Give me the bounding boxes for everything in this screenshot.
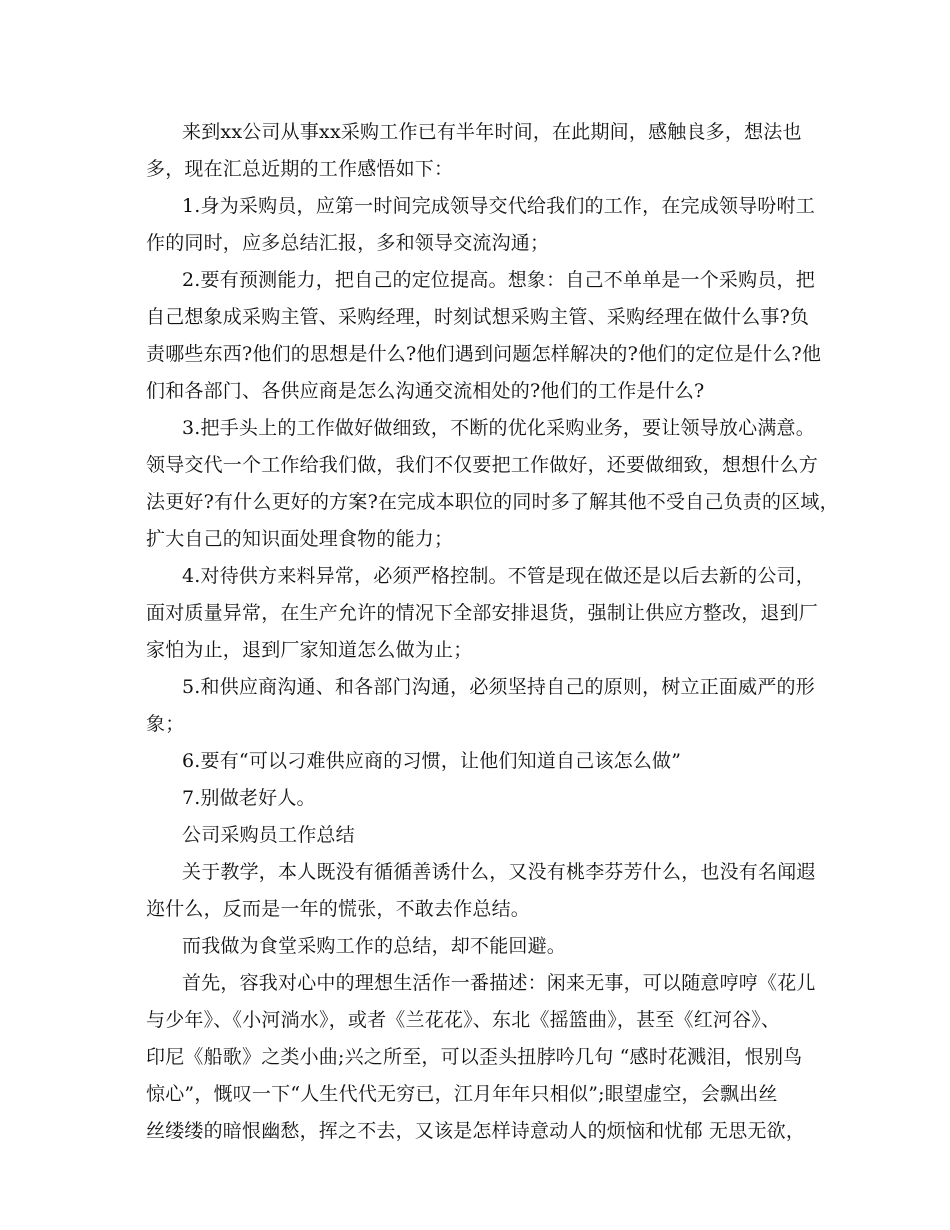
paragraph-line: 惊心”，慨叹一下“人生代代无穷已，江月年年只相似”;眼望虚空，会飘出丝 <box>146 1083 778 1105</box>
paragraph-line: 6.要有“可以刁难供应商的习惯，让他们知道自己该怎么做” <box>182 750 682 772</box>
paragraph-line: 领导交代一个工作给我们做，我们不仅要把工作做好，还要做细致，想想什么方 <box>146 454 819 476</box>
paragraph-line: 2.要有预测能力，把自己的定位提高。想象：自己不单单是一个采购员，把 <box>182 269 815 291</box>
paragraph-line: 迩什么，反而是一年的慌张，不敢去作总结。 <box>146 898 531 920</box>
paragraph-line: 责哪些东西?他们的思想是什么?他们遇到问题怎样解决的?他们的定位是什么?他 <box>146 343 822 365</box>
paragraph-line: 丝缕缕的暗恨幽愁，挥之不去，又该是怎样诗意动人的烦恼和忧郁 无思无欲， <box>146 1120 806 1142</box>
paragraph-line: 家怕为止，退到厂家知道怎么做为止； <box>146 639 473 661</box>
paragraph-line: 1.身为采购员，应第一时间完成领导交代给我们的工作，在完成领导吩咐工 <box>182 195 815 217</box>
paragraph-line: 们和各部门、各供应商是怎么沟通交流相处的?他们的工作是什么? <box>146 380 705 402</box>
paragraph-line: 首先，容我对心中的理想生活作一番描述：闲来无事，可以随意哼哼《花儿 <box>182 972 816 994</box>
paragraph-line: 3.把手头上的工作做好做细致，不断的优化采购业务，要让领导放心满意。 <box>182 417 815 439</box>
paragraph-line: 7.别做老好人。 <box>182 787 316 809</box>
paragraph-line: 多，现在汇总近期的工作感悟如下： <box>146 158 454 180</box>
paragraph-line: 面对质量异常，在生产允许的情况下全部安排退货，强制让供应方整改，退到厂 <box>146 602 819 624</box>
paragraph-line: 象； <box>146 713 185 735</box>
paragraph-line: 自己想象成采购主管、采购经理，时刻试想采购主管、采购经理在做什么事?负 <box>146 306 810 328</box>
section-heading: 公司采购员工作总结 <box>182 824 355 846</box>
paragraph-line: 法更好?有什么更好的方案?在完成本职位的同时多了解其他不受自己负责的区域， <box>146 491 839 513</box>
paragraph-line: 5.和供应商沟通、和各部门沟通，必须坚持自己的原则，树立正面威严的形 <box>182 676 815 698</box>
paragraph-line: 而我做为食堂采购工作的总结，却不能回避。 <box>182 935 567 957</box>
paragraph-line: 关于教学，本人既没有循循善诱什么，又没有桃李芬芳什么，也没有名闻遐 <box>182 861 816 883</box>
paragraph-line: 扩大自己的知识面处理食物的能力； <box>146 528 454 550</box>
paragraph-line: 作的同时，应多总结汇报，多和领导交流沟通； <box>146 232 550 254</box>
paragraph-line: 印尼《船歌》之类小曲;兴之所至，可以歪头扭脖吟几句 “感时花溅泪，恨别鸟 <box>146 1046 803 1068</box>
paragraph-line: 来到xx公司从事xx采购工作已有半年时间，在此期间，感触良多，想法也 <box>182 121 802 143</box>
paragraph-line: 4.对待供方来料异常，必须严格控制。不管是现在做还是以后去新的公司， <box>182 565 815 587</box>
paragraph-line: 与少年》、《小河淌水》，或者《兰花花》、东北《摇篮曲》，甚至《红河谷》、 <box>146 1009 781 1031</box>
